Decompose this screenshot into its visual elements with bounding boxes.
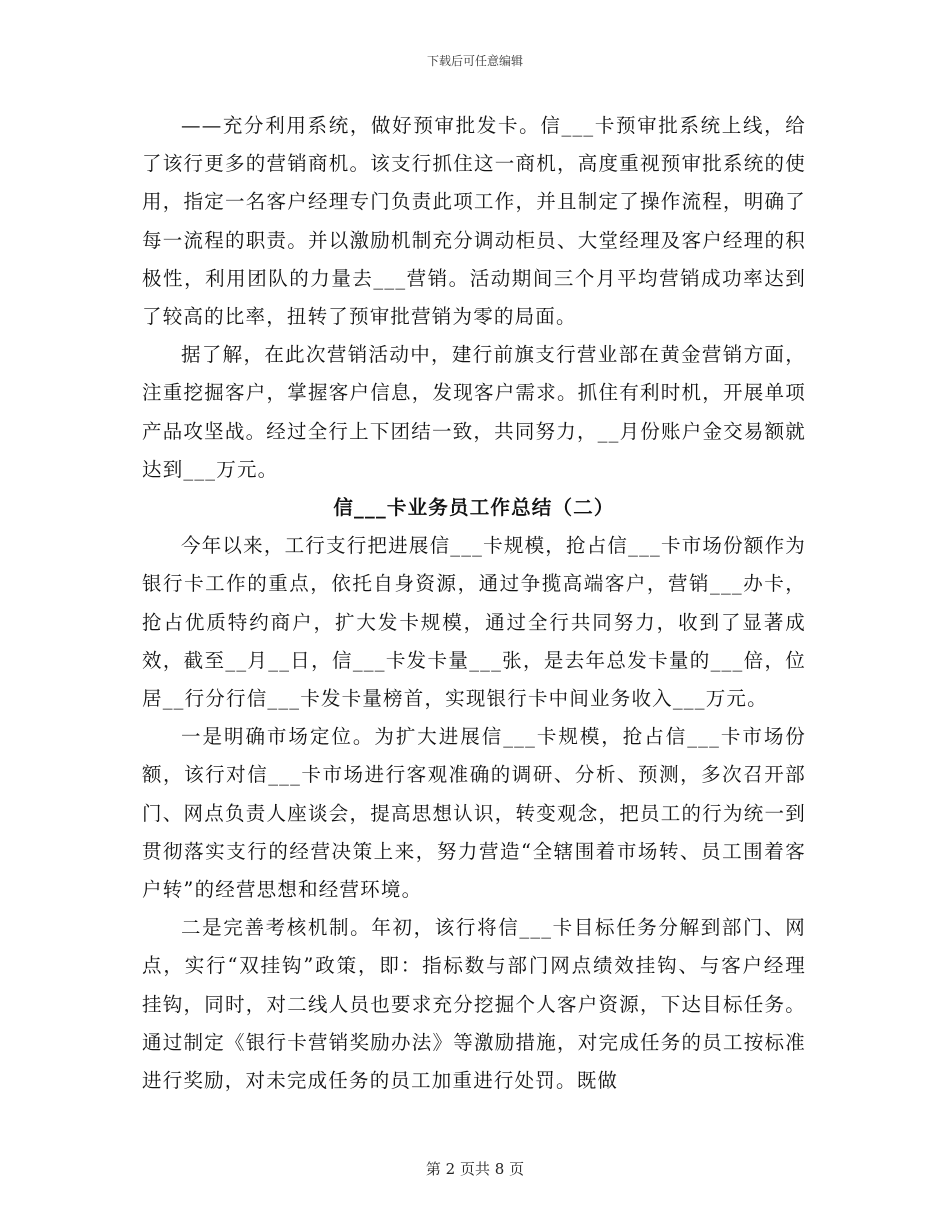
- paragraph-gold-marketing: 据了解，在此次营销活动中，建行前旗支行营业部在黄金营销方面，注重挖掘客户，掌握客户信息，发现客户需求。抓住有利时机，开展单项产品攻坚战。经过全行上下团结一致，共同努力，__月份账户金交易额就达到___万元。: [142, 343, 806, 481]
- paragraph-prequalified-card: ——充分利用系统，做好预审批发卡。信___卡预审批系统上线，给了该行更多的营销商机。该支行抓住这一商机，高度重视预审批系统的使用，指定一名客户经理专门负责此项工作，并且制定了操作流程，明确了每一流程的职责。并以激励机制充分调动柜员、大堂经理及客户经理的积极性，利用团队的力量去___营销。活动期间三个月平均营销成功率达到了较高的比率，扭转了预审批营销为零的局面。: [142, 114, 806, 329]
- paragraph-market-positioning: 一是明确市场定位。为扩大进展信___卡规模，抢占信___卡市场份额，该行对信___卡市场进行客观准确的调研、分析、预测，多次召开部门、网点负责人座谈会，提高思想认识，转变观念，把员工的行为统一到贯彻落实支行的经营决策上来，努力营造“全辖围着市场转、员工围着客户转”的经营思想和经营环境。: [142, 725, 806, 902]
- paragraph-assessment-mechanism: 二是完善考核机制。年初，该行将信___卡目标任务分解到部门、网点，实行“双挂钩”政策，即：指标数与部门网点绩效挂钩、与客户经理挂钩，同时，对二线人员也要求充分挖掘个人客户资源，下达目标任务。通过制定《银行卡营销奖励办法》等激励措施，对完成任务的员工按标准进行奖励，对未完成任务的员工加重进行处罚。既做: [142, 916, 806, 1093]
- paragraph-intro: 今年以来，工行支行把进展信___卡规模，抢占信___卡市场份额作为银行卡工作的重点，依托自身资源，通过争揽高端客户，营销___办卡，抢占优质特约商户，扩大发卡规模，通过全行共同努力，收到了显著成效，截至__月__日，信___卡发卡量___张，是去年总发卡量的___倍，位居__行分行信___卡发卡量榜首，实现银行卡中间业务收入___万元。: [142, 534, 806, 711]
- page-footer: 第 2 页共 8 页: [425, 1160, 525, 1178]
- page-header: 下载后可任意编辑: [426, 54, 523, 68]
- section-title: 信___卡业务员工作总结（二）: [333, 496, 615, 520]
- document-body: [142, 107, 806, 1100]
